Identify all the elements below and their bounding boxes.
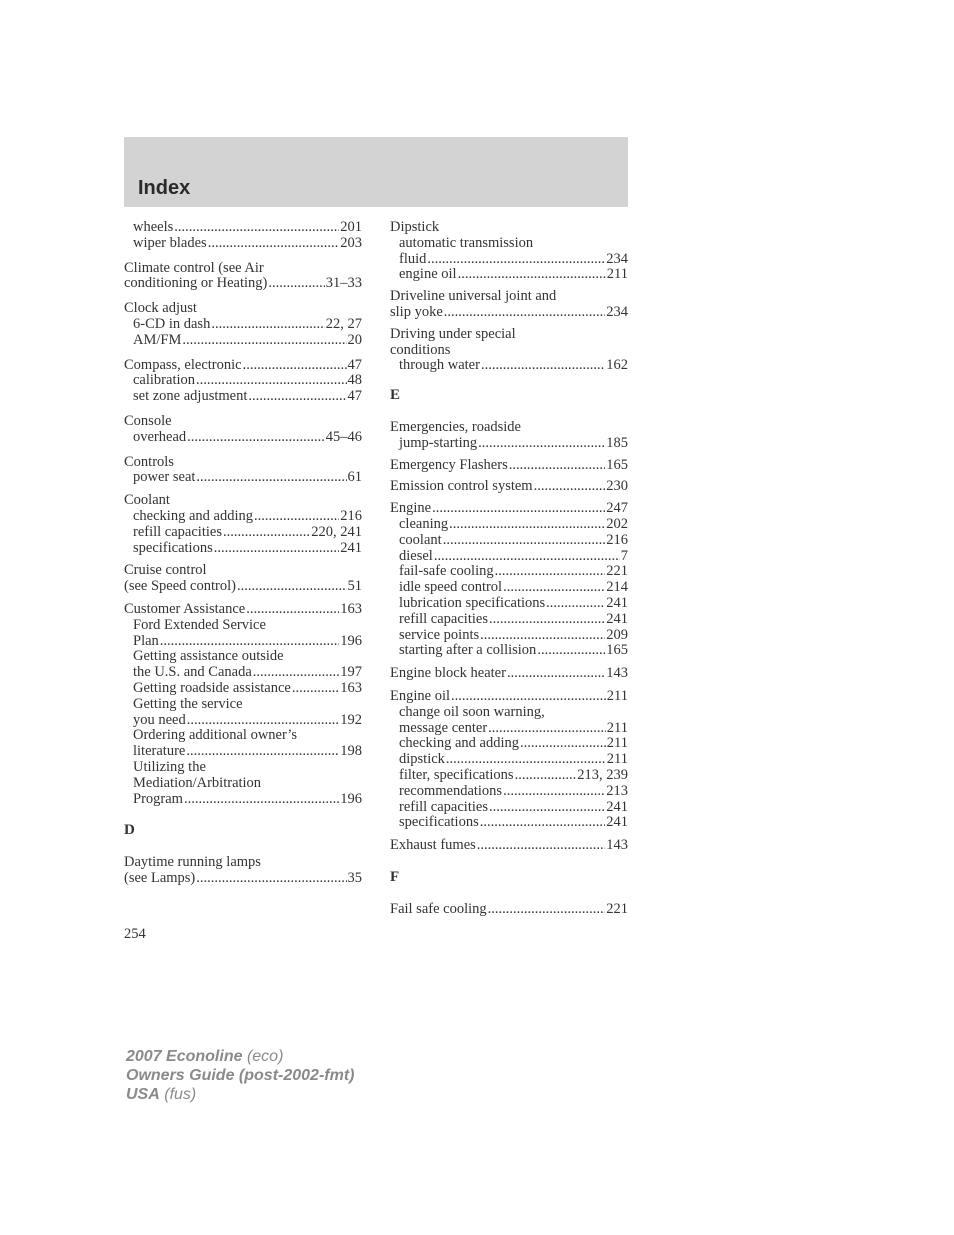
index-term: Emission control system — [390, 479, 533, 495]
dot-leader — [477, 838, 605, 854]
index-entry — [390, 420, 628, 452]
index-term: Dipstick — [390, 220, 440, 235]
index-term: Ford Extended Service — [133, 617, 266, 633]
index-page-ref: 241 — [606, 799, 628, 815]
section-letter: E — [390, 387, 401, 404]
index-term: service points — [399, 627, 480, 643]
index-entry — [390, 838, 628, 854]
index-page-ref: 192 — [340, 712, 362, 728]
dot-leader — [489, 800, 605, 816]
dot-leader — [507, 666, 605, 682]
index-term: Clock adjust — [124, 301, 197, 317]
dot-leader — [509, 458, 606, 474]
index-page-ref: 202 — [606, 516, 628, 532]
index-term: Fail safe cooling — [390, 901, 487, 917]
dot-leader — [480, 815, 606, 831]
index-page-ref: 185 — [606, 435, 628, 451]
index-page-ref: 234 — [606, 251, 628, 267]
index-term: Getting assistance outside — [133, 649, 284, 665]
index-page-ref: 216 — [606, 532, 628, 548]
index-page-ref: 47 — [347, 389, 362, 405]
index-line — [390, 736, 628, 752]
dot-leader — [434, 549, 620, 565]
dot-leader — [481, 358, 605, 374]
index-line — [124, 871, 362, 887]
index-line — [390, 420, 628, 436]
index-page-ref: 196 — [340, 633, 362, 649]
index-term: you need — [133, 712, 186, 728]
index-line — [124, 602, 362, 618]
index-line — [124, 634, 362, 650]
index-term: refill capacities — [133, 524, 222, 540]
index-page-ref: 163 — [340, 680, 362, 696]
index-line — [124, 681, 362, 697]
index-term: Emergency Flashers — [390, 457, 508, 473]
index-term: refill capacities — [399, 799, 488, 815]
index-line — [124, 776, 362, 792]
index-term: checking and adding — [133, 508, 253, 524]
index-entry — [124, 358, 362, 405]
index-line — [390, 564, 628, 580]
index-entry — [124, 414, 362, 446]
index-page-ref: 203 — [340, 235, 362, 251]
index-term: (see Lamps) — [124, 870, 196, 886]
index-line — [390, 612, 628, 628]
index-term: AM/FM — [133, 332, 182, 348]
dot-leader — [451, 689, 606, 705]
index-line — [124, 509, 362, 525]
dot-leader — [196, 871, 346, 887]
index-term: automatic transmission — [399, 235, 534, 251]
index-term: recommendations — [399, 783, 503, 799]
index-page-ref: 51 — [347, 579, 362, 595]
index-term: idle speed control — [399, 580, 503, 596]
index-page-ref: 211 — [606, 752, 628, 768]
index-page-ref: 241 — [606, 815, 628, 831]
index-term: Engine — [390, 501, 432, 517]
index-page-ref: 211 — [606, 720, 628, 736]
index-line — [124, 236, 362, 252]
dot-leader — [478, 436, 605, 452]
index-term: Utilizing the — [133, 759, 206, 775]
index-term: specifications — [399, 815, 479, 831]
index-line — [390, 327, 628, 343]
index-page-ref: 213 — [606, 783, 628, 799]
index-term: Console — [124, 413, 172, 429]
index-term: starting after a collision — [399, 643, 537, 659]
index-column-right — [390, 220, 628, 917]
dot-leader — [237, 579, 347, 595]
index-line — [390, 643, 628, 659]
index-term: wiper blades — [133, 235, 207, 251]
footer-guide: Owners Guide (post-2002-fmt) — [126, 1067, 355, 1084]
index-page-ref: 197 — [340, 665, 362, 681]
index-page-ref: 198 — [340, 744, 362, 760]
dot-leader — [503, 580, 605, 596]
index-line — [390, 458, 628, 474]
index-line — [390, 705, 628, 721]
index-page-ref: 31–33 — [325, 276, 362, 292]
index-term: diesel — [399, 548, 433, 564]
index-line — [124, 470, 362, 486]
dot-leader — [182, 333, 346, 349]
dot-leader — [268, 276, 324, 292]
index-page-ref: 201 — [340, 220, 362, 235]
index-page-ref: 230 — [606, 479, 628, 495]
index-term: Getting the service — [133, 696, 243, 712]
dot-leader — [515, 768, 577, 784]
index-term: literature — [133, 744, 186, 760]
index-term: specifications — [133, 540, 213, 556]
index-term: Exhaust fumes — [390, 838, 476, 854]
index-line — [124, 220, 362, 236]
index-line — [390, 628, 628, 644]
index-term: fluid — [399, 251, 427, 267]
dot-leader — [211, 317, 324, 333]
index-page-ref: 165 — [606, 457, 628, 473]
index-entry — [124, 301, 362, 348]
index-entry — [390, 501, 628, 659]
dot-leader — [443, 533, 606, 549]
index-line — [390, 252, 628, 268]
index-page-ref: 234 — [606, 304, 628, 320]
index-term: Controls — [124, 454, 174, 470]
index-column-left — [124, 220, 362, 887]
index-line — [390, 436, 628, 452]
index-page-ref: 35 — [347, 870, 362, 886]
dot-leader — [214, 541, 340, 557]
index-entry — [124, 493, 362, 556]
index-line — [390, 533, 628, 549]
index-entry — [390, 479, 628, 495]
index-line — [390, 236, 628, 252]
index-term: refill capacities — [399, 611, 488, 627]
index-term: change oil soon warning, — [399, 704, 545, 720]
index-line — [390, 289, 628, 305]
index-line — [124, 563, 362, 579]
index-page-ref: 7 — [620, 548, 628, 564]
index-line — [124, 276, 362, 292]
dot-leader — [534, 479, 606, 495]
index-page-ref: 47 — [347, 357, 362, 373]
dot-leader — [187, 430, 325, 446]
section-letter: F — [390, 868, 400, 885]
index-term: Coolant — [124, 493, 170, 509]
index-line — [124, 301, 362, 317]
index-line — [124, 333, 362, 349]
index-term: lubrication specifications — [399, 595, 546, 611]
section-letter: D — [124, 822, 135, 839]
footer-market-code: (fus) — [164, 1086, 197, 1103]
footer-market: USA — [126, 1086, 160, 1103]
index-line — [124, 665, 362, 681]
index-term: filter, specifications — [399, 767, 514, 783]
index-entry — [124, 855, 362, 887]
dot-leader — [184, 792, 339, 808]
index-line — [124, 728, 362, 744]
page-number: 254 — [124, 926, 146, 942]
index-term: dipstick — [399, 752, 445, 768]
index-line — [124, 389, 362, 405]
index-page-ref: 221 — [606, 901, 628, 917]
index-page-ref: 241 — [606, 595, 628, 611]
index-term: engine oil — [399, 267, 457, 283]
index-line — [124, 579, 362, 595]
index-line — [390, 815, 628, 831]
index-page-ref: 211 — [606, 736, 628, 752]
index-page-ref: 211 — [606, 688, 628, 704]
index-page-ref: 61 — [347, 470, 362, 486]
index-line — [390, 305, 628, 321]
dot-leader — [458, 267, 606, 283]
index-line — [124, 649, 362, 665]
index-term: set zone adjustment — [133, 389, 248, 405]
dot-leader — [480, 628, 605, 644]
dot-leader — [174, 220, 339, 236]
index-page-ref: 221 — [606, 564, 628, 580]
index-entry — [390, 902, 628, 918]
index-line — [124, 792, 362, 808]
index-term: calibration — [133, 373, 196, 389]
index-page-ref: 22, 27 — [325, 316, 362, 332]
index-term: Cruise control — [124, 563, 207, 579]
index-line — [390, 902, 628, 918]
dot-leader — [520, 736, 606, 752]
dot-leader — [160, 634, 339, 650]
index-term: conditioning or Heating) — [124, 276, 268, 292]
dot-leader — [449, 517, 605, 533]
index-line — [390, 752, 628, 768]
index-line — [124, 618, 362, 634]
index-page-ref: 162 — [606, 358, 628, 374]
index-entry — [124, 455, 362, 487]
index-line — [124, 855, 362, 871]
index-line — [390, 800, 628, 816]
index-page-ref: 143 — [606, 666, 628, 682]
index-term: Compass, electronic — [124, 357, 242, 373]
index-term: Engine oil — [390, 688, 451, 704]
index-entry — [124, 563, 362, 595]
dot-leader — [223, 525, 310, 541]
index-page-ref: 48 — [347, 373, 362, 389]
index-term: Getting roadside assistance — [133, 680, 291, 696]
index-line — [124, 744, 362, 760]
dot-leader — [489, 612, 605, 628]
index-line — [390, 666, 628, 682]
document-footer — [126, 1047, 354, 1104]
dot-leader — [444, 305, 605, 321]
index-line — [390, 689, 628, 705]
dot-leader — [196, 470, 346, 486]
index-term: Driveline universal joint and — [390, 289, 557, 305]
dot-leader — [546, 596, 605, 612]
index-line — [124, 525, 362, 541]
index-page-ref: 163 — [340, 601, 362, 617]
dot-leader — [488, 902, 606, 918]
index-entry — [124, 220, 362, 252]
header-band — [124, 137, 628, 207]
dot-leader — [446, 752, 606, 768]
index-term: Plan — [133, 633, 159, 649]
index-term: fail-safe cooling — [399, 564, 494, 580]
index-line — [124, 358, 362, 374]
index-term: 6-CD in dash — [133, 316, 211, 332]
dot-leader — [253, 665, 339, 681]
index-page-ref: 20 — [347, 332, 362, 348]
dot-leader — [254, 509, 339, 525]
index-entry — [390, 689, 628, 831]
index-page-ref: 247 — [606, 501, 628, 517]
index-entry — [390, 458, 628, 474]
index-page-ref: 220, 241 — [311, 524, 362, 540]
index-term: Mediation/Arbitration — [133, 775, 262, 791]
dot-leader — [427, 252, 605, 268]
index-entry — [124, 261, 362, 293]
index-term: slip yoke — [390, 304, 443, 320]
index-line — [124, 760, 362, 776]
index-line — [124, 541, 362, 557]
index-term: wheels — [133, 220, 174, 235]
index-line — [390, 267, 628, 283]
index-term: Emergencies, roadside — [390, 419, 521, 435]
page-title: Index — [138, 177, 191, 199]
dot-leader — [196, 373, 346, 389]
dot-leader — [537, 643, 605, 659]
index-page-ref: 196 — [340, 791, 362, 807]
dot-leader — [292, 681, 339, 697]
index-term: Climate control (see Air — [124, 260, 264, 276]
index-term: (see Speed control) — [124, 579, 236, 595]
index-page-ref: 165 — [606, 643, 628, 659]
dot-leader — [187, 713, 340, 729]
index-term: coolant — [399, 532, 442, 548]
index-term: Customer Assistance — [124, 601, 246, 617]
dot-leader — [248, 389, 346, 405]
index-line — [124, 317, 362, 333]
index-line — [124, 713, 362, 729]
index-page-ref: 241 — [606, 611, 628, 627]
index-line — [390, 220, 628, 236]
index-page-ref: 213, 239 — [577, 767, 628, 783]
index-line — [390, 768, 628, 784]
index-term: overhead — [133, 429, 187, 445]
index-entry — [390, 289, 628, 321]
index-term: through water — [399, 358, 480, 374]
dot-leader — [495, 564, 606, 580]
index-line — [390, 358, 628, 374]
dot-leader — [243, 358, 347, 374]
index-term: Ordering additional owner’s — [133, 728, 298, 744]
index-line — [390, 580, 628, 596]
index-term: cleaning — [399, 516, 449, 532]
dot-leader — [246, 602, 339, 618]
dot-leader — [432, 501, 605, 517]
index-line — [390, 838, 628, 854]
index-page-ref: 214 — [606, 580, 628, 596]
index-line — [390, 784, 628, 800]
index-term: Daytime running lamps — [124, 855, 261, 871]
index-line — [124, 430, 362, 446]
index-term: power seat — [133, 470, 196, 486]
index-line — [390, 549, 628, 565]
index-line — [390, 479, 628, 495]
dot-leader — [503, 784, 605, 800]
footer-model-code: (eco) — [246, 1048, 284, 1065]
index-term: conditions — [390, 342, 451, 358]
index-page-ref: 241 — [340, 540, 362, 556]
index-page-ref: 209 — [606, 627, 628, 643]
index-term: jump-starting — [399, 435, 478, 451]
index-term: Driving under special — [390, 326, 516, 342]
index-page-ref: 211 — [606, 267, 628, 283]
index-entry — [124, 602, 362, 807]
index-line — [124, 261, 362, 277]
footer-model: 2007 Econoline — [126, 1048, 243, 1065]
index-entry — [390, 666, 628, 682]
index-line — [390, 596, 628, 612]
index-line — [390, 501, 628, 517]
index-line — [124, 697, 362, 713]
index-page-ref: 45–46 — [325, 429, 362, 445]
index-line — [390, 721, 628, 737]
index-line — [124, 493, 362, 509]
index-line — [124, 373, 362, 389]
index-line — [390, 517, 628, 533]
index-page-ref: 216 — [340, 508, 362, 524]
index-entry — [390, 220, 628, 283]
index-term: Engine block heater — [390, 666, 506, 682]
dot-leader — [488, 721, 606, 737]
index-line — [124, 414, 362, 430]
index-line — [124, 455, 362, 471]
index-line — [390, 343, 628, 359]
index-term: message center — [399, 720, 488, 736]
index-page-ref: 143 — [606, 838, 628, 854]
index-term: Program — [133, 791, 183, 807]
dot-leader — [186, 744, 339, 760]
index-term: checking and adding — [399, 736, 519, 752]
index-entry — [390, 327, 628, 374]
dot-leader — [208, 236, 340, 252]
index-term: the U.S. and Canada — [133, 665, 252, 681]
